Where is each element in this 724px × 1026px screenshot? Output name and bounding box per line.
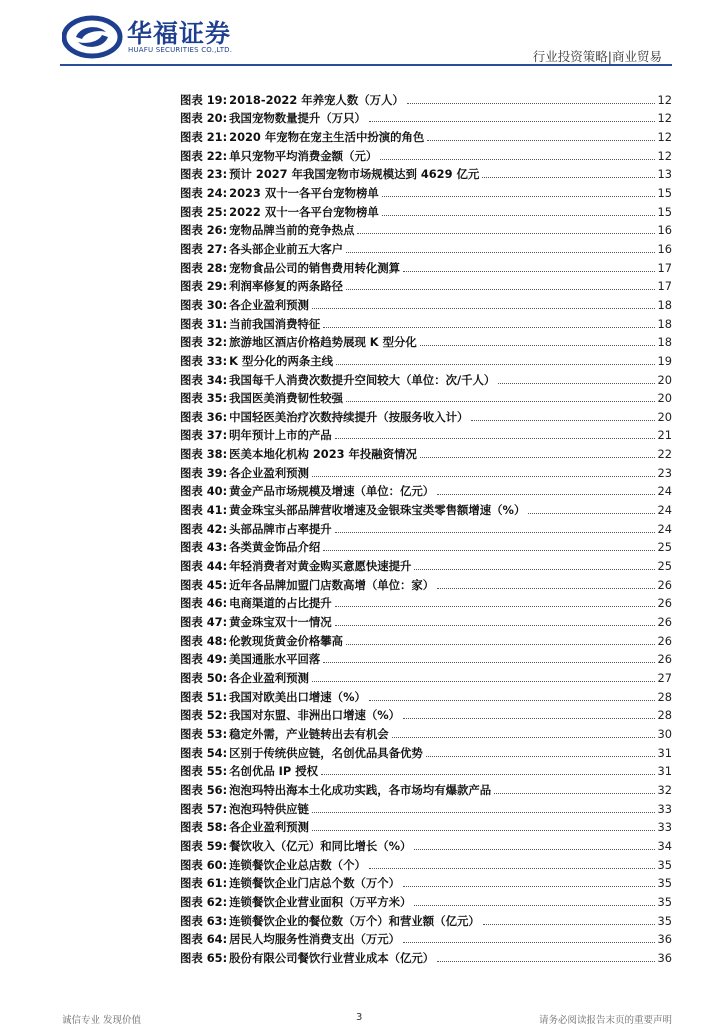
toc-entry[interactable]: [180, 554, 672, 573]
toc-dot-leader: [437, 588, 654, 589]
toc-entry-label: 图表 50:: [180, 671, 228, 685]
footer-slogan: 诚信专业 发现价值: [62, 1015, 142, 1026]
toc-entry-title: 各类黄金饰品介绍: [229, 540, 321, 555]
toc-entry-title: 2020 年宠物在宠主生活中扮演的角色: [229, 129, 425, 144]
toc-entry-label: 图表 52:: [180, 708, 228, 723]
toc-dot-leader: [346, 401, 654, 402]
toc-entry-label: 图表 33:: [180, 353, 228, 368]
toc-entry-title: 各企业盈利预测: [229, 465, 309, 480]
toc-entry-label: 图表 49:: [180, 652, 228, 667]
toc-entry-page: 33: [657, 801, 672, 816]
toc-entry-label: 图表 57:: [180, 801, 228, 816]
toc-dot-leader: [494, 793, 654, 794]
toc-entry[interactable]: [180, 666, 672, 685]
toc-entry[interactable]: [180, 573, 672, 592]
toc-dot-leader: [437, 961, 654, 962]
toc-entry-page: 17: [657, 279, 672, 294]
toc-entry[interactable]: [180, 834, 672, 853]
toc-entry-page: 12: [657, 148, 672, 163]
toc-entry-page: 35: [657, 894, 672, 909]
toc-entry-title: 连锁餐饮企业营业面积（万平方米）: [229, 894, 412, 909]
toc-entry[interactable]: [180, 331, 672, 350]
toc-entry-title: 我国对东盟、非洲出口增速（%）: [229, 708, 401, 723]
toc-entry-label: 图表 27:: [180, 241, 228, 256]
toc-entry-page: 26: [657, 596, 672, 611]
toc-entry-page: 35: [657, 913, 672, 928]
toc-entry-label: 图表 43:: [180, 540, 228, 555]
toc-entry-label: 图表 38:: [180, 447, 228, 462]
toc-entry-label: 图表 28:: [180, 260, 228, 275]
toc-entry-label: 图表 58:: [180, 820, 228, 835]
toc-entry[interactable]: [180, 480, 672, 499]
toc-entry-page: 25: [657, 540, 672, 555]
toc-entry-page: 17: [657, 260, 672, 275]
toc-entry-label: 图表 51:: [180, 689, 228, 704]
toc-entry-label: 图表 22:: [180, 148, 228, 163]
toc-entry-title: 美国通胀水平回落: [229, 652, 321, 667]
toc-dot-leader: [312, 830, 655, 831]
toc-entry-page: 19: [657, 353, 672, 368]
toc-entry[interactable]: [180, 237, 672, 256]
toc-entry[interactable]: [180, 125, 672, 144]
toc-entry-label: 图表 65:: [180, 950, 228, 965]
toc-entry-page: 22: [657, 447, 672, 462]
toc-entry-label: 图表 60:: [180, 857, 228, 872]
toc-entry-title: 泡泡玛特出海本土化成功实践，各市场均有爆款产品: [229, 782, 492, 797]
toc-entry-page: 18: [657, 316, 672, 331]
toc-entry[interactable]: [180, 592, 672, 611]
toc-entry[interactable]: [180, 872, 672, 891]
toc-dot-leader: [483, 924, 655, 925]
toc-dot-leader: [471, 420, 654, 421]
toc-entry-page: 24: [657, 484, 672, 499]
toc-entry-title: 黄金产品市场规模及增速（单位：亿元）: [229, 484, 435, 499]
toc-dot-leader: [403, 942, 654, 943]
toc-entry-page: 24: [657, 521, 672, 536]
toc-entry-title: 预计 2027 年我国宠物市场规模达到 4629 亿元: [229, 167, 480, 182]
toc-entry-page: 24: [657, 503, 672, 518]
toc-entry-page: 26: [657, 577, 672, 592]
toc-entry-page: 31: [657, 764, 672, 779]
toc-entry-label: 图表 29:: [180, 279, 228, 294]
toc-entry-page: 32: [657, 782, 672, 797]
toc-entry-page: 15: [657, 204, 672, 219]
toc-dot-leader: [414, 905, 654, 906]
toc-entry[interactable]: [180, 498, 672, 517]
toc-dot-leader: [380, 159, 654, 160]
toc-entry-label: 图表 54:: [180, 745, 228, 760]
toc-entry-label: 图表 19:: [180, 92, 228, 107]
footer-disclaimer: 请务必阅读报告末页的重要声明: [538, 1015, 672, 1026]
toc-entry-label: 图表 46:: [180, 596, 228, 611]
toc-entry[interactable]: [180, 88, 672, 107]
toc-entry-title: 年轻消费者对黄金购买意愿快速提升: [229, 559, 412, 574]
toc-dot-leader: [323, 662, 654, 663]
toc-entry-label: 图表 24:: [180, 185, 228, 200]
toc-entry-label: 图表 32:: [180, 335, 228, 350]
toc-entry-page: 18: [657, 335, 672, 350]
toc-entry-label: 图表 41:: [180, 503, 228, 518]
toc-entry-label: 图表 47:: [180, 615, 228, 630]
toc-dot-leader: [528, 513, 654, 514]
toc-entry-label: 图表 37:: [180, 428, 228, 443]
toc-dot-leader: [414, 849, 654, 850]
toc-entry-title: 居民人均服务性消费支出（万元）: [229, 932, 401, 947]
toc-dot-leader: [414, 569, 654, 570]
toc-entry-page: 12: [657, 129, 672, 144]
toc-entry-label: 图表 23:: [180, 167, 228, 182]
toc-entry-page: 16: [657, 241, 672, 256]
huafu-logo-icon: [62, 14, 124, 60]
toc-entry-label: 图表 45:: [180, 577, 228, 592]
toc-dot-leader: [403, 271, 654, 272]
toc-entry[interactable]: [180, 797, 672, 816]
toc-entry-title: 连锁餐饮企业门店总个数（万个）: [229, 876, 401, 891]
toc-entry-label: 图表 42:: [180, 521, 228, 536]
toc-entry-label: 图表 48:: [180, 633, 228, 648]
toc-entry[interactable]: [180, 946, 672, 965]
toc-dot-leader: [403, 718, 654, 719]
toc-entry[interactable]: [180, 275, 672, 294]
toc-entry-title: K 型分化的两条主线: [229, 353, 334, 368]
toc-entry[interactable]: [180, 442, 672, 461]
toc-entry[interactable]: [180, 256, 672, 275]
toc-dot-leader: [346, 644, 654, 645]
toc-entry-label: 图表 25:: [180, 204, 228, 219]
company-name-en: HUAFU SECURITIES CO.,LTD.: [128, 46, 233, 54]
toc-entry-title: 泡泡玛特供应链: [229, 801, 309, 816]
toc-entry-title: 各企业盈利预测: [229, 297, 309, 312]
toc-entry-title: 区别于传统供应链，名创优品具备优势: [229, 745, 423, 760]
toc-entry-title: 各头部企业前五大客户: [229, 241, 344, 256]
toc-entry[interactable]: [180, 107, 672, 126]
toc-entry-page: 26: [657, 615, 672, 630]
toc-entry-page: 36: [657, 932, 672, 947]
toc-entry-title: 股份有限公司餐饮行业营业成本（亿元）: [229, 950, 435, 965]
toc-entry[interactable]: [180, 144, 672, 163]
toc-dot-leader: [426, 756, 655, 757]
toc-entry[interactable]: [180, 312, 672, 331]
toc-entry-title: 当前我国消费特征: [229, 316, 321, 331]
toc-entry-page: 15: [657, 185, 672, 200]
toc-entry-title: 餐饮收入（亿元）和同比增长（%）: [229, 838, 412, 853]
toc-dot-leader: [357, 233, 654, 234]
toc-entry-title: 黄金珠宝双十一情况: [229, 615, 332, 630]
toc-entry-title: 稳定外需，产业链转出去有机会: [229, 726, 389, 741]
toc-dot-leader: [312, 476, 655, 477]
toc-entry-label: 图表 20:: [180, 111, 228, 126]
toc-dot-leader: [420, 345, 655, 346]
toc-entry-page: 36: [657, 950, 672, 965]
toc-entry-title: 连锁餐饮企业的餐位数（万个）和营业额（亿元）: [229, 913, 480, 928]
toc-entry-page: 28: [657, 689, 672, 704]
toc-entry[interactable]: [180, 163, 672, 182]
toc-dot-leader: [437, 494, 654, 495]
toc-entry-page: 12: [657, 111, 672, 126]
toc-entry-label: 图表 36:: [180, 409, 228, 424]
toc-dot-leader: [427, 140, 654, 141]
toc-dot-leader: [382, 196, 655, 197]
toc-entry[interactable]: [180, 685, 672, 704]
toc-entry[interactable]: [180, 778, 672, 797]
toc-entry-title: 连锁餐饮企业总店数（个）: [229, 857, 366, 872]
toc-entry-title: 电商渠道的占比提升: [229, 596, 332, 611]
toc-entry-page: 35: [657, 857, 672, 872]
toc-entry[interactable]: [180, 293, 672, 312]
toc-entry[interactable]: [180, 722, 672, 741]
page-number: 3: [356, 1012, 363, 1023]
toc-entry-title: 名创优品 IP 授权: [229, 764, 319, 779]
toc-entry-label: 图表 64:: [180, 932, 228, 947]
toc-entry-label: 图表 55:: [180, 764, 228, 779]
toc-dot-leader: [323, 327, 654, 328]
toc-entry[interactable]: [180, 890, 672, 909]
toc-entry-title: 旅游地区酒店价格趋势展现 K 型分化: [229, 335, 417, 350]
toc-entry-page: 16: [657, 223, 672, 238]
page-header: [0, 0, 724, 70]
toc-entry-title: 2023 双十一各平台宠物榜单: [229, 185, 379, 200]
toc-dot-leader: [335, 606, 655, 607]
toc-entry-title: 我国每千人消费次数提升空间较大（单位：次/千人）: [229, 372, 496, 387]
toc-dot-leader: [323, 550, 654, 551]
toc-dot-leader: [369, 121, 655, 122]
toc-entry-title: 宠物食品公司的销售费用转化测算: [229, 260, 401, 275]
toc-entry-title: 2022 双十一各平台宠物榜单: [229, 204, 379, 219]
toc-entry-page: 27: [657, 671, 672, 685]
toc-entry-page: 30: [657, 726, 672, 741]
toc-entry-page: 35: [657, 876, 672, 891]
toc-entry-title: 我国对欧美出口增速（%）: [229, 689, 366, 704]
toc-entry[interactable]: [180, 629, 672, 648]
toc-entry[interactable]: [180, 741, 672, 760]
toc-entry-label: 图表 30:: [180, 297, 228, 312]
toc-entry-page: 20: [657, 391, 672, 406]
toc-entry[interactable]: [180, 517, 672, 536]
toc-entry-title: 医美本地化机构 2023 年投融资情况: [229, 447, 417, 462]
toc-entry-page: 21: [657, 428, 672, 443]
toc-entry-page: 26: [657, 652, 672, 667]
toc-entry-page: 34: [657, 838, 672, 853]
toc-dot-leader: [420, 457, 655, 458]
toc-dot-leader: [407, 103, 655, 104]
toc-entry-label: 图表 31:: [180, 316, 228, 331]
toc-dot-leader: [335, 438, 655, 439]
toc-entry[interactable]: [180, 928, 672, 947]
toc-entry-page: 20: [657, 372, 672, 387]
toc-entry-label: 图表 44:: [180, 559, 228, 574]
toc-entry[interactable]: [180, 610, 672, 629]
toc-dot-leader: [312, 681, 655, 682]
company-name-cn: 华福证券: [127, 19, 232, 48]
toc-entry[interactable]: [180, 368, 672, 387]
toc-entry-title: 头部品牌市占率提升: [229, 521, 332, 536]
toc-entry-title: 2018-2022 年养宠人数（万人）: [229, 92, 404, 107]
toc-entry-title: 利润率修复的两条路径: [229, 279, 344, 294]
toc-entry-title: 中国轻医美治疗次数持续提升（按服务收入计）: [229, 409, 469, 424]
toc-entry-label: 图表 21:: [180, 129, 228, 144]
toc-entry-page: 18: [657, 297, 672, 312]
toc-dot-leader: [312, 308, 655, 309]
toc-dot-leader: [335, 532, 655, 533]
toc-entry-label: 图表 34:: [180, 372, 228, 387]
toc-dot-leader: [335, 625, 655, 626]
header-divider: [60, 64, 672, 66]
toc-entry[interactable]: [180, 909, 672, 928]
toc-entry-label: 图表 35:: [180, 391, 228, 406]
toc-entry-label: 图表 56:: [180, 782, 228, 797]
toc-entry[interactable]: [180, 200, 672, 219]
toc-entry-title: 明年预计上市的产品: [229, 428, 332, 443]
toc-entry-page: 25: [657, 559, 672, 574]
toc-entry-label: 图表 26:: [180, 223, 228, 238]
toc-entry[interactable]: [180, 461, 672, 480]
toc-entry[interactable]: [180, 648, 672, 667]
toc-entry-label: 图表 62:: [180, 894, 228, 909]
report-type: 行业投资策略|商业贸易: [532, 49, 662, 64]
toc-dot-leader: [346, 289, 654, 290]
toc-entry[interactable]: [180, 181, 672, 200]
toc-entry-title: 单只宠物平均消费金额（元）: [229, 148, 378, 163]
toc-entry-label: 图表 61:: [180, 876, 228, 891]
toc-entry[interactable]: [180, 536, 672, 555]
toc-entry-page: 13: [657, 167, 672, 182]
toc-entry-title: 宠物品牌当前的竞争热点: [229, 223, 355, 238]
toc-dot-leader: [392, 737, 655, 738]
toc-entry-label: 图表 39:: [180, 465, 228, 480]
toc-entry-page: 20: [657, 409, 672, 424]
toc-entry[interactable]: [180, 760, 672, 779]
toc-entry-title: 伦敦现货黄金价格攀高: [229, 633, 344, 648]
toc-entry-page: 28: [657, 708, 672, 723]
toc-dot-leader: [346, 252, 654, 253]
toc-entry[interactable]: [180, 424, 672, 443]
toc-dot-leader: [403, 886, 654, 887]
toc-entry[interactable]: [180, 704, 672, 723]
toc-entry-title: 我国医美消费韧性较强: [229, 391, 344, 406]
toc-entry[interactable]: [180, 816, 672, 835]
toc-entry[interactable]: [180, 853, 672, 872]
toc-entry[interactable]: [180, 349, 672, 368]
toc-entry-label: 图表 63:: [180, 913, 228, 928]
toc-dot-leader: [321, 774, 654, 775]
toc-entry-title: 黄金珠宝头部品牌营收增速及金银珠宝类零售额增速（%）: [229, 503, 526, 518]
toc-entry-label: 图表 40:: [180, 484, 228, 499]
toc-dot-leader: [369, 700, 655, 701]
toc-entry-page: 26: [657, 633, 672, 648]
toc-dot-leader: [498, 383, 654, 384]
toc-entry-page: 23: [657, 465, 672, 480]
toc-entry[interactable]: [180, 405, 672, 424]
figure-index-list: [180, 88, 672, 965]
page-footer: [0, 1012, 724, 1024]
toc-entry-page: 31: [657, 745, 672, 760]
toc-entry-title: 各企业盈利预测: [229, 671, 309, 685]
toc-entry-title: 我国宠物数量提升（万只）: [229, 111, 366, 126]
toc-entry-label: 图表 59:: [180, 838, 228, 853]
toc-entry-label: 图表 53:: [180, 726, 228, 741]
toc-entry[interactable]: [180, 387, 672, 406]
toc-entry-title: 各企业盈利预测: [229, 820, 309, 835]
toc-entry-page: 33: [657, 820, 672, 835]
toc-entry-page: 12: [657, 92, 672, 107]
toc-entry[interactable]: [180, 219, 672, 238]
toc-dot-leader: [482, 177, 654, 178]
toc-dot-leader: [382, 215, 655, 216]
toc-dot-leader: [336, 364, 654, 365]
toc-dot-leader: [312, 812, 655, 813]
toc-entry-title: 近年各品牌加盟门店数高增（单位：家）: [229, 577, 435, 592]
toc-dot-leader: [369, 868, 655, 869]
